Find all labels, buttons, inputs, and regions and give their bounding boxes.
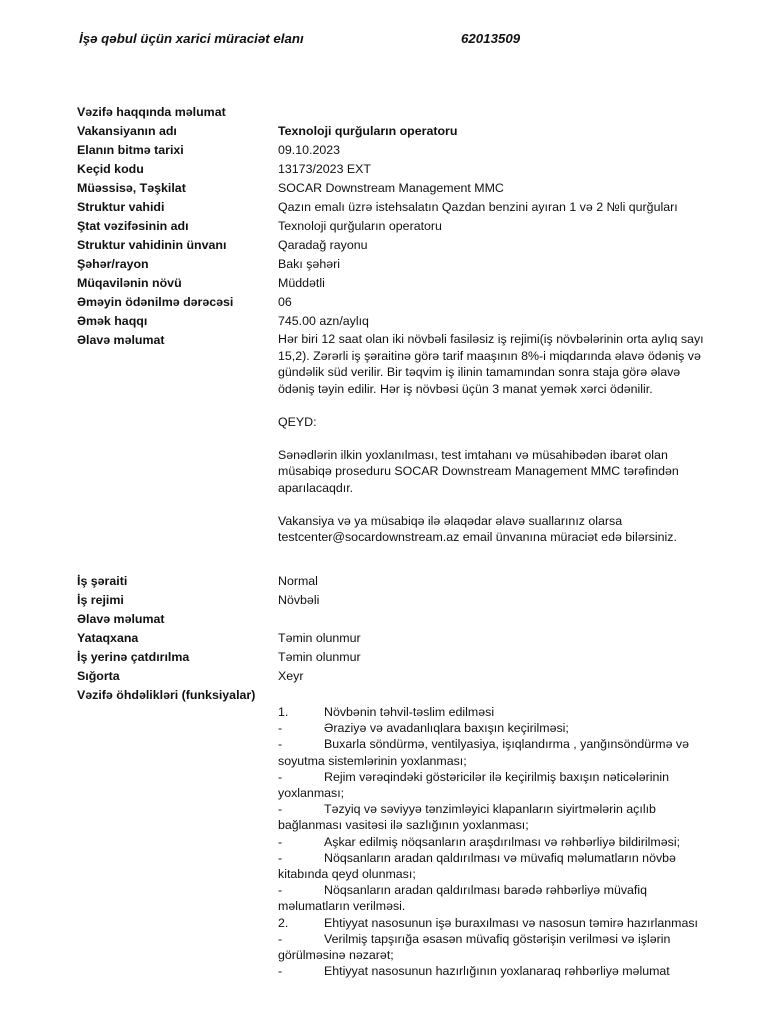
work-conditions-section (77, 572, 717, 705)
duty-text: Aşkar edilmiş nöqsanların araşdırılması və rəhbərliyə bildirilməsi; (324, 834, 681, 849)
info-row-value: Müddətli (278, 276, 325, 290)
duty-text: Əraziyə və avadanlıqlara baxışın keçirilməsi; (324, 721, 569, 736)
info-row-label: Müqavilənin növü (77, 276, 182, 290)
duty-item (278, 915, 718, 931)
info-row-value (278, 686, 717, 705)
duty-marker: 1. (278, 705, 289, 719)
info-row-value: SOCAR Downstream Management MMC (278, 181, 504, 195)
duty-marker: - (278, 850, 283, 865)
duty-marker: - (278, 834, 283, 849)
info-row-label: Struktur vahidi (77, 200, 165, 214)
info-row-label: Əmək haqqı (77, 314, 148, 328)
info-row (77, 179, 717, 198)
info-row-value: 06 (278, 295, 292, 309)
info-row (77, 572, 717, 591)
info-row (77, 255, 717, 274)
section-title: Vəzifə haqqında məlumat (77, 105, 226, 119)
info-row (77, 648, 717, 667)
duty-item (278, 720, 718, 736)
duty-item (278, 769, 718, 801)
duty-item (278, 963, 718, 979)
duties-list (278, 704, 718, 979)
info-row-label: Sığorta (77, 669, 120, 683)
info-row-label: Struktur vahidinin ünvanı (77, 238, 227, 252)
info-row-label: Əlavə məlumat (77, 612, 165, 626)
info-row (77, 610, 717, 629)
info-row (77, 217, 717, 236)
duty-text: Nöqsanların aradan qaldırılması və müvafiq məlumatların növbə kitabında qeyd olunması; (278, 850, 676, 882)
extra-info-block (278, 331, 718, 546)
duty-item (278, 834, 718, 850)
document-number: 62013509 (461, 31, 521, 46)
info-row-value: Bakı şəhəri (278, 257, 340, 271)
extra-info-note-heading: QEYD: (278, 414, 317, 429)
duty-marker: - (278, 964, 283, 979)
info-row-value: Xeyr (278, 669, 304, 683)
info-row-value: 09.10.2023 (278, 143, 341, 157)
info-row-value: 745.00 azn/aylıq (278, 314, 369, 328)
duty-text: Buxarla söndürmə, ventilyasiya, işıqlandırma , yanğınsöndürmə və soyutma sistemlərinin yoxlanması; (278, 737, 690, 768)
duty-item (278, 704, 718, 720)
duty-text: Rejim vərəqindəki göstəricilər ilə keçirilmiş baxışın nəticələrinin yoxlanması; (278, 769, 670, 801)
info-row-label: Müəssisə, Təşkilat (77, 181, 186, 195)
info-row-value: Qaradağ rayonu (278, 238, 368, 252)
extra-info-contact: Vakansiya və ya müsabiqə ilə əlaqədar əlavə suallarınız olarsa testcenter@socardownstream.az email ünvanına müraciət edə bilərsiniz. (278, 513, 677, 544)
duty-marker: - (278, 931, 283, 946)
duty-marker: - (278, 721, 283, 736)
duty-text: Ehtiyyat nasosunun işə buraxılması və nasosun təmirə hazırlanması (324, 915, 698, 930)
info-row-value: Texnoloji qurğuların operatoru (278, 124, 458, 138)
info-row-label: Əməyin ödənilmə dərəcəsi (77, 295, 234, 309)
info-row (77, 236, 717, 255)
extra-info-paragraph: Hər biri 12 saat olan iki növbəli fasiləsiz iş rejimi(iş növbələrinin orta aylıq sayı 15,2). Zərərli iş şəraitinə görə tarif maaşının 8%-i miqdarında əlavə ödəniş və gündəlik süd verilir. Bir təqvim iş ilinin tamamından sonra staja görə əlavə ödəniş təyin edilir. Hər iş növbəsi üçün 3 manat yemək xərci ödənilir. (278, 332, 704, 396)
info-row-value: Normal (278, 574, 318, 588)
info-row-label: Əlavə məlumat (77, 333, 165, 347)
info-row-value: Təmin olunmur (278, 650, 361, 664)
info-row-label: Vəzifə öhdəlikləri (funksiyalar) (77, 688, 256, 702)
document-header (79, 31, 699, 51)
work-conditions-rows (77, 572, 717, 705)
info-row-value: Növbəli (278, 593, 320, 607)
duty-text: Nöqsanların aradan qaldırılması barədə rəhbərliyə müvafiq məlumatların verilməsi. (278, 883, 648, 914)
info-row (77, 198, 717, 217)
duty-text: Növbənin təhvil-təslim edilməsi (324, 705, 495, 719)
position-info-section (77, 103, 717, 350)
info-row-value: Texnoloji qurğuların operatoru (278, 219, 442, 233)
info-row (77, 667, 717, 686)
info-row-label: İş yerinə çatdırılma (77, 650, 190, 664)
info-row (77, 629, 717, 648)
info-row-value: 13173/2023 EXT (278, 162, 372, 176)
duty-marker: - (278, 769, 283, 784)
info-row-value: Qazın emalı üzrə istehsalatın Qazdan benzini ayıran 1 və 2 №li qurğuları (278, 200, 678, 214)
info-row-label: Keçid kodu (77, 162, 144, 176)
info-row-label: Elanın bitmə tarixi (77, 143, 184, 157)
info-row (77, 122, 717, 141)
duty-text: Təzyiq və səviyyə tənzimləyici klapanların siyirtmələrin açılıb bağlanması vasitəsi ilə sazlığının yoxlanması; (278, 802, 656, 833)
info-row (77, 686, 717, 705)
duty-text: Ehtiyyat nasosunun hazırlığının yoxlanaraq rəhbərliyə məlumat (324, 964, 670, 979)
duty-item (278, 736, 718, 768)
info-row (77, 312, 717, 331)
position-info-rows (77, 122, 717, 350)
extra-info-paragraph: Sənədlərin ilkin yoxlanılması, test imtahanı və müsahibədən ibarət olan müsabiqə proseduru SOCAR Downstream Management MMC tərəfindən aparılacaqdır. (278, 447, 679, 495)
duty-text: Verilmiş tapşırığa əsasən müvafiq göstərişin verilməsi və işlərin görülməsinə nəzarət; (278, 931, 671, 963)
info-row (77, 160, 717, 179)
info-row-label: Ştat vəzifəsinin adı (77, 219, 189, 233)
duty-marker: - (278, 737, 283, 752)
duty-item (278, 931, 718, 963)
duty-item (278, 850, 718, 882)
info-row-label: Yataqxana (77, 631, 139, 645)
info-row (77, 293, 717, 312)
document-title: İşə qəbul üçün xarici müraciət elanı (79, 31, 304, 46)
duty-item (278, 882, 718, 914)
info-row (77, 274, 717, 293)
info-row-value: Təmin olunmur (278, 631, 361, 645)
duty-marker: 2. (278, 915, 289, 930)
info-row-label: İş şəraiti (77, 574, 128, 588)
info-row (77, 591, 717, 610)
info-row-value (278, 610, 717, 629)
duty-item (278, 801, 718, 833)
info-row (77, 141, 717, 160)
info-row-label: Vakansiyanın adı (77, 124, 177, 138)
info-row-label: İş rejimi (77, 593, 124, 607)
info-row-label: Şəhər/rayon (77, 257, 149, 271)
duty-marker: - (278, 802, 283, 817)
duty-marker: - (278, 883, 283, 898)
